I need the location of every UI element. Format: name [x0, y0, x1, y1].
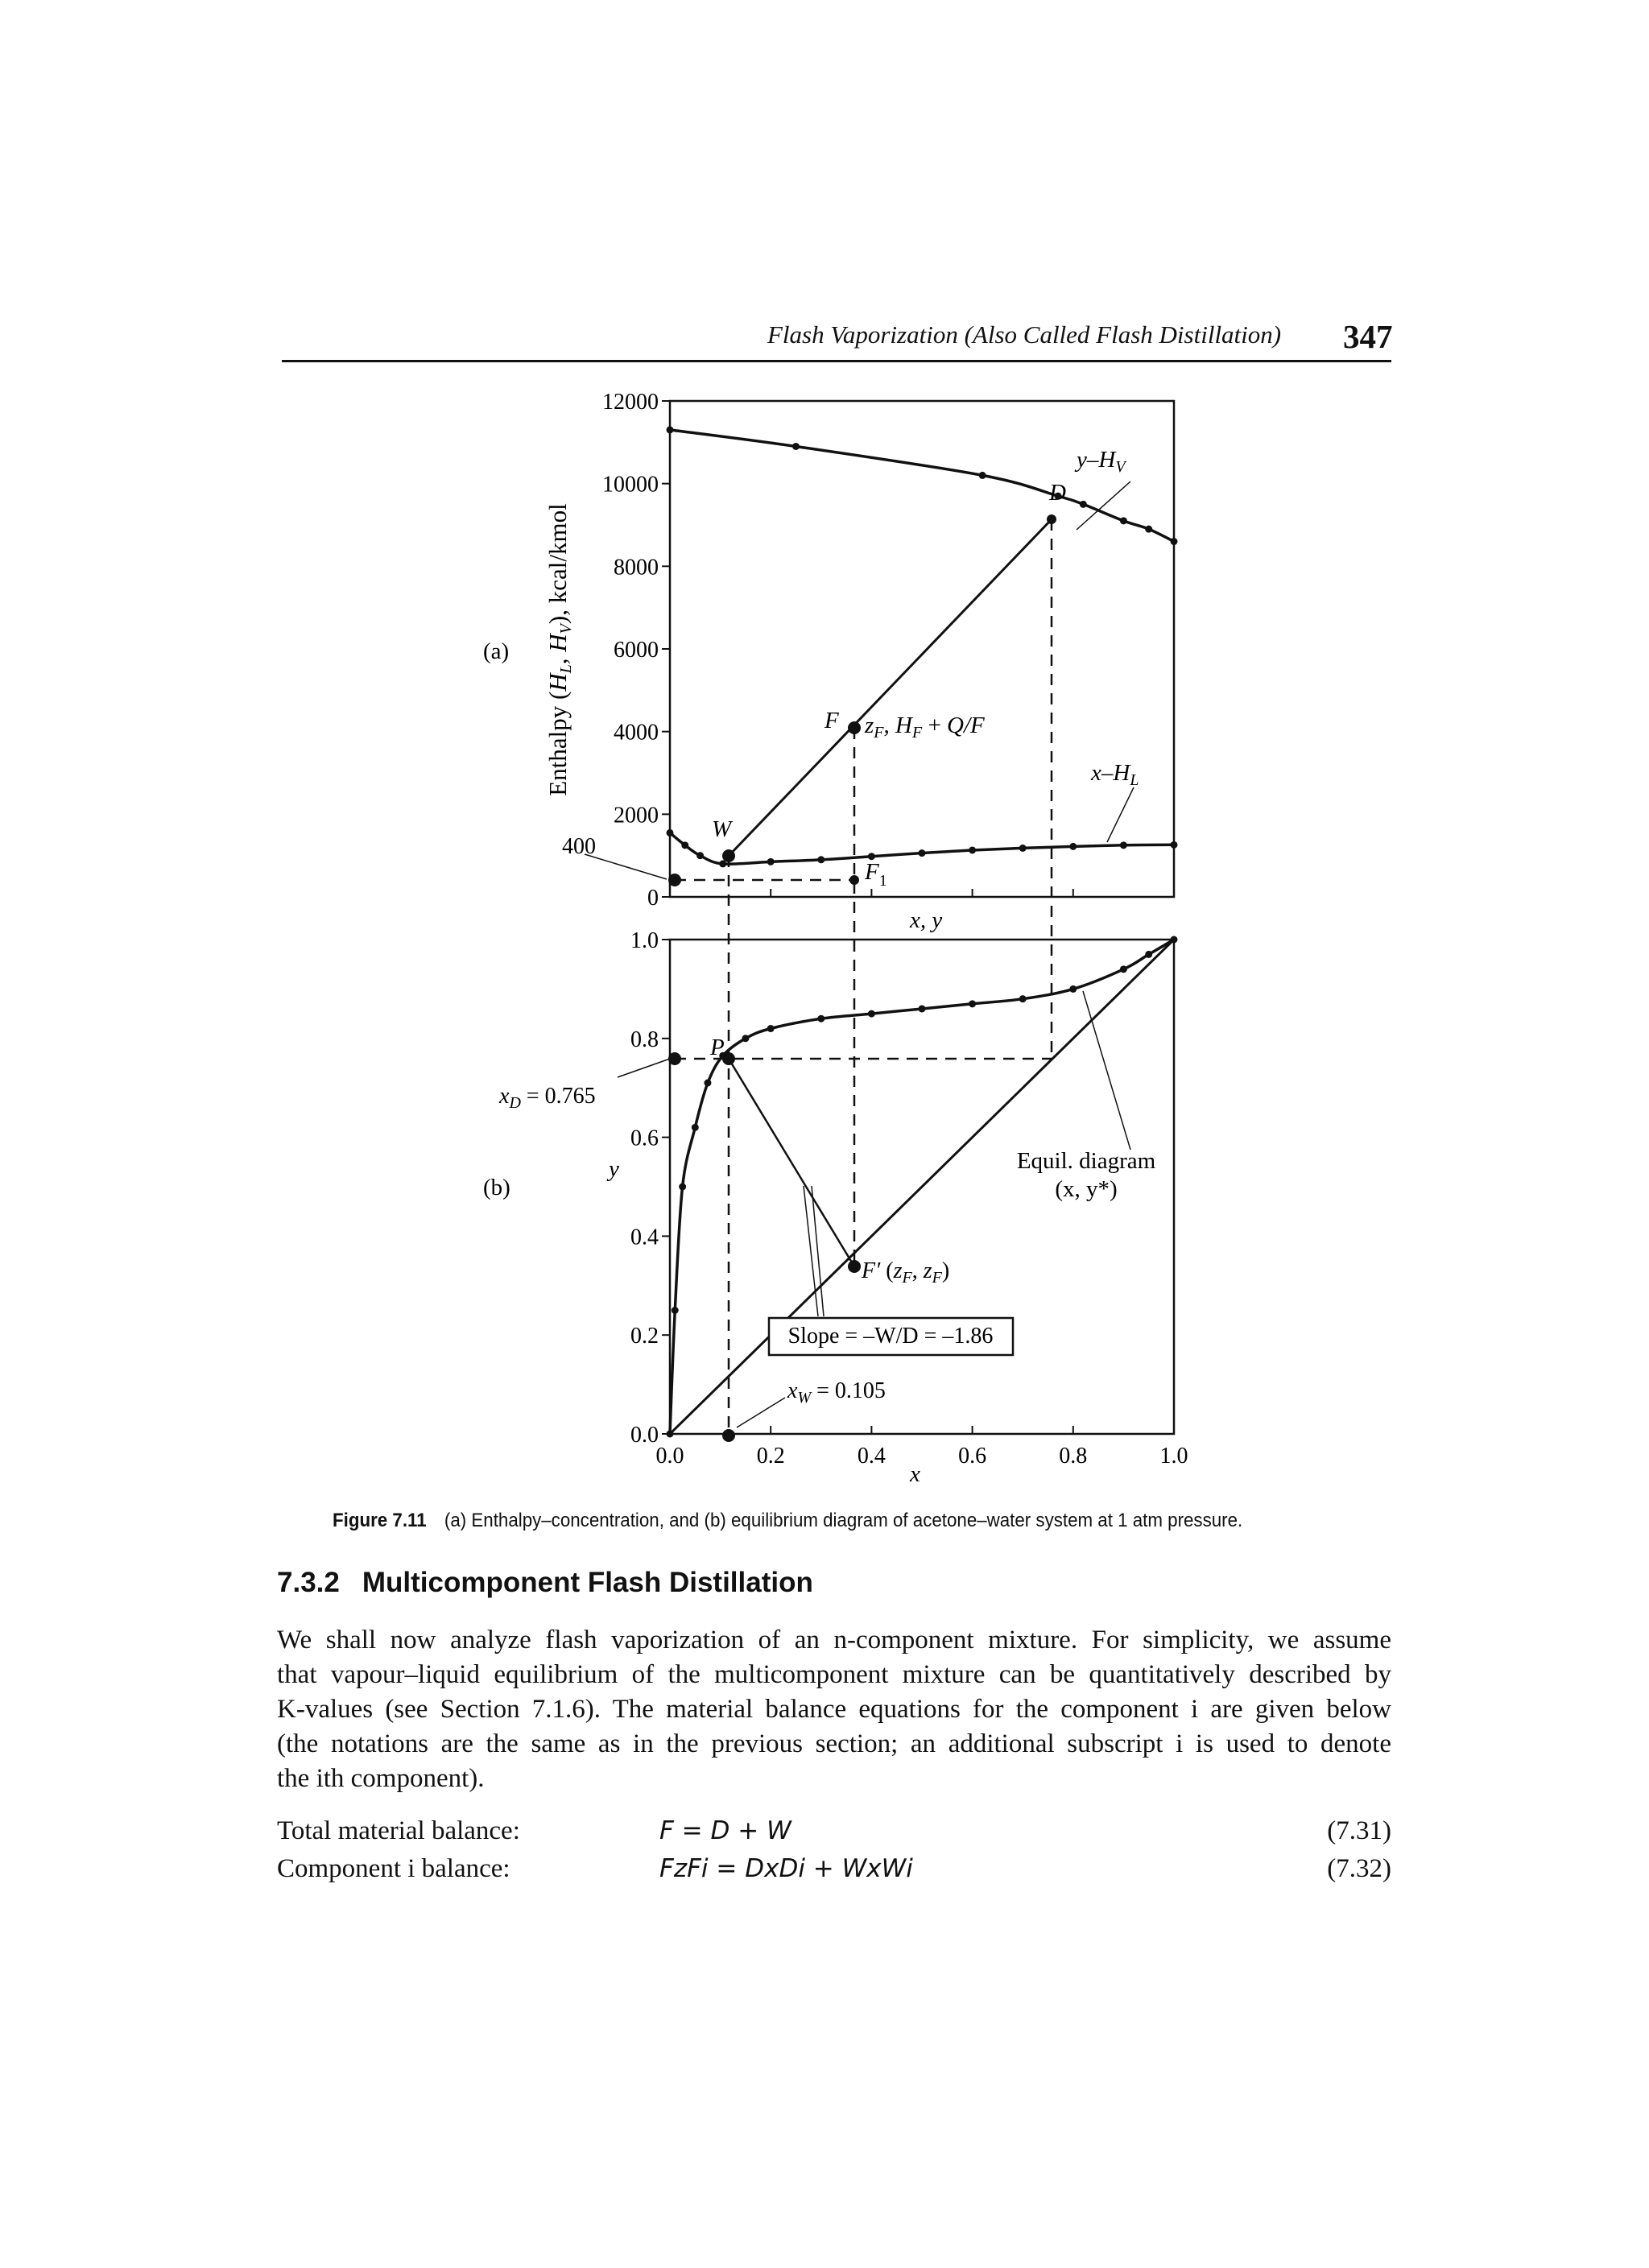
- section-title: Multicomponent Flash Distillation: [362, 1567, 813, 1598]
- leader-xD: [618, 1059, 670, 1077]
- equilibrium-data-dot: [672, 1307, 679, 1314]
- hl-data-dot: [1171, 841, 1178, 849]
- label-xW: $x_W = 0.105$: [787, 1378, 886, 1407]
- body-line: that vapour–liquid equilibrium of the multicomponent mixture can be quantitatively described by: [277, 1660, 1391, 1689]
- x-tick-label-b: 0.2: [756, 1444, 785, 1469]
- slope-text: Slope = –W/D = –1.86: [787, 1324, 994, 1349]
- label-F1: $F_1$: [865, 859, 887, 890]
- label-Fprime: F′ ($z_F$, $z_F$): [862, 1258, 950, 1287]
- y-tick-label-b: 0.8: [630, 1027, 659, 1052]
- ylabel-a: Enthalpy (HL, HV), kcal/kmol: [543, 503, 575, 796]
- equilibrium-data-dot: [692, 1124, 699, 1131]
- equilibrium-data-dot: [919, 1005, 926, 1012]
- panel-a-frame: [670, 401, 1174, 897]
- section-heading: [277, 1567, 813, 1599]
- hv-data-dot: [979, 472, 986, 479]
- caption-label: Figure 7.11: [333, 1510, 427, 1531]
- label-F-coords: $z_F$, $H_F + Q/F$: [865, 713, 985, 742]
- hl-data-dot: [1019, 845, 1027, 852]
- dashed-guides: [675, 519, 1052, 1436]
- equilibrium-data-dot: [679, 1184, 686, 1191]
- equilibrium-data-dot: [1120, 965, 1127, 973]
- label-D: D: [1049, 480, 1066, 506]
- equilibrium-data-dot: [767, 1025, 775, 1032]
- point-W: [722, 849, 735, 862]
- equation-expression: FzFi = DxDi + WxWi: [659, 1854, 913, 1883]
- label-W: W: [712, 816, 732, 842]
- x-tick-label-b: 0.6: [958, 1444, 987, 1469]
- y-tick-label-a: 12000: [602, 390, 659, 415]
- equilibrium-data-dot: [1145, 951, 1152, 958]
- page-number: 347: [1343, 318, 1393, 355]
- leader-400: [585, 854, 667, 879]
- hl-data-dot: [919, 849, 926, 857]
- hl-data-dot: [817, 856, 824, 863]
- point-F: [848, 721, 861, 734]
- point-D: [1047, 514, 1056, 524]
- panel-b-label: (b): [483, 1175, 510, 1200]
- x-tick-label-b: 1.0: [1159, 1444, 1188, 1469]
- hl-data-dot: [767, 858, 775, 865]
- running-header-title: Flash Vaporization (Also Called Flash Distillation): [767, 320, 1282, 349]
- hv-data-dot: [667, 426, 674, 433]
- hv-data-dot: [1145, 526, 1152, 533]
- equilibrium-data-dot: [667, 1431, 674, 1438]
- label-xD: $x_D = 0.765$: [499, 1084, 596, 1112]
- equilibrium-data-dot: [1019, 995, 1027, 1002]
- hv-data-dot: [1120, 517, 1127, 524]
- point-400: [668, 874, 681, 886]
- y-tick-label-b: 0.2: [630, 1324, 659, 1349]
- leader-equil: [1083, 991, 1130, 1150]
- tie-line-WD: [729, 519, 1052, 856]
- hl-data-dot: [1069, 843, 1077, 850]
- point-xW: [722, 1429, 735, 1442]
- hv-data-dot: [1080, 501, 1087, 508]
- section-number: 7.3.2: [277, 1567, 340, 1598]
- equilibrium-data-dot: [868, 1010, 875, 1018]
- label-P: P: [710, 1035, 725, 1060]
- equilibrium-data-dot: [1171, 936, 1178, 944]
- equilibrium-data-dot: [704, 1080, 711, 1087]
- x-tick-label-b: 0.0: [655, 1444, 684, 1469]
- y-tick-label-a: 0: [647, 886, 659, 911]
- y-tick-label-a: 10000: [602, 472, 659, 498]
- label-400: 400: [562, 834, 596, 859]
- hl-data-dot: [719, 860, 726, 867]
- equilibrium-data-dot: [1069, 985, 1077, 993]
- y-tick-label-b: 1.0: [630, 928, 659, 953]
- label-xHL: $x-H_L$: [1091, 760, 1139, 789]
- y-tick-label-b: 0.4: [630, 1225, 659, 1250]
- body-line: (the notations are the same as in the previous section; an additional subscript i is used to denote: [277, 1729, 1391, 1758]
- equation-row-7-31: [277, 1816, 1391, 1852]
- leader-xHL: [1107, 787, 1134, 842]
- y-tick-label-a: 4000: [614, 720, 659, 746]
- equation-number: (7.32): [1327, 1854, 1391, 1883]
- panel-a-label: (a): [483, 638, 510, 664]
- equation-label: Total material balance:: [277, 1816, 520, 1845]
- equation-number: (7.31): [1327, 1816, 1391, 1845]
- hl-data-dot: [696, 852, 704, 859]
- hv-data-dot: [792, 443, 800, 450]
- equation-row-7-32: [277, 1854, 1391, 1890]
- hl-data-dot: [1120, 841, 1127, 849]
- label-F: F: [824, 708, 839, 733]
- equilibrium-data-dot: [742, 1035, 749, 1042]
- x-tick-label-b: 0.4: [857, 1444, 886, 1469]
- leader-xW: [737, 1398, 785, 1427]
- x-tick-label-b: 0.8: [1059, 1444, 1088, 1469]
- body-line: We shall now analyze flash vaporization of an n-component mixture. For simplicity, we assume: [277, 1626, 1391, 1655]
- equation-label: Component i balance:: [277, 1854, 510, 1883]
- point-Fprime: [848, 1260, 861, 1273]
- hl-data-dot: [969, 846, 976, 853]
- ylabel-b: y: [609, 1156, 619, 1182]
- point-xD: [668, 1052, 681, 1065]
- label-yHV: $y-H_V$: [1077, 447, 1126, 476]
- equilibrium-data-dot: [817, 1015, 824, 1022]
- figure-caption: [333, 1510, 1242, 1532]
- y-tick-label-a: 2000: [614, 803, 659, 828]
- y-tick-label-b: 0.6: [630, 1126, 659, 1151]
- body-paragraph: [277, 1623, 1391, 1796]
- equil-label-2: (x, y*): [1055, 1176, 1118, 1202]
- hl-data-dot: [681, 841, 688, 849]
- y-tick-label-a: 6000: [614, 638, 659, 663]
- point-F1: [849, 875, 859, 885]
- y-tick-label-b: 0.0: [630, 1423, 659, 1448]
- xlabel-a: x, y: [910, 907, 943, 933]
- operating-line-PF: [729, 1059, 854, 1266]
- body-line: the ith component).: [277, 1764, 485, 1793]
- caption-text: (a) Enthalpy–concentration, and (b) equilibrium diagram of acetone–water system at 1 atm pressure.: [444, 1510, 1243, 1531]
- body-line: K-values (see Section 7.1.6). The material balance equations for the component i are given below: [277, 1695, 1391, 1724]
- equilibrium-data-dot: [969, 1000, 976, 1007]
- hv-data-dot: [1171, 538, 1178, 545]
- equation-expression: F = D + W: [659, 1816, 791, 1845]
- equil-label-1: Equil. diagram: [1016, 1148, 1156, 1174]
- y-tick-label-a: 8000: [614, 555, 659, 580]
- key-points: [668, 514, 1056, 1442]
- hl-data-dot: [667, 829, 674, 837]
- xlabel-b: x: [910, 1461, 920, 1487]
